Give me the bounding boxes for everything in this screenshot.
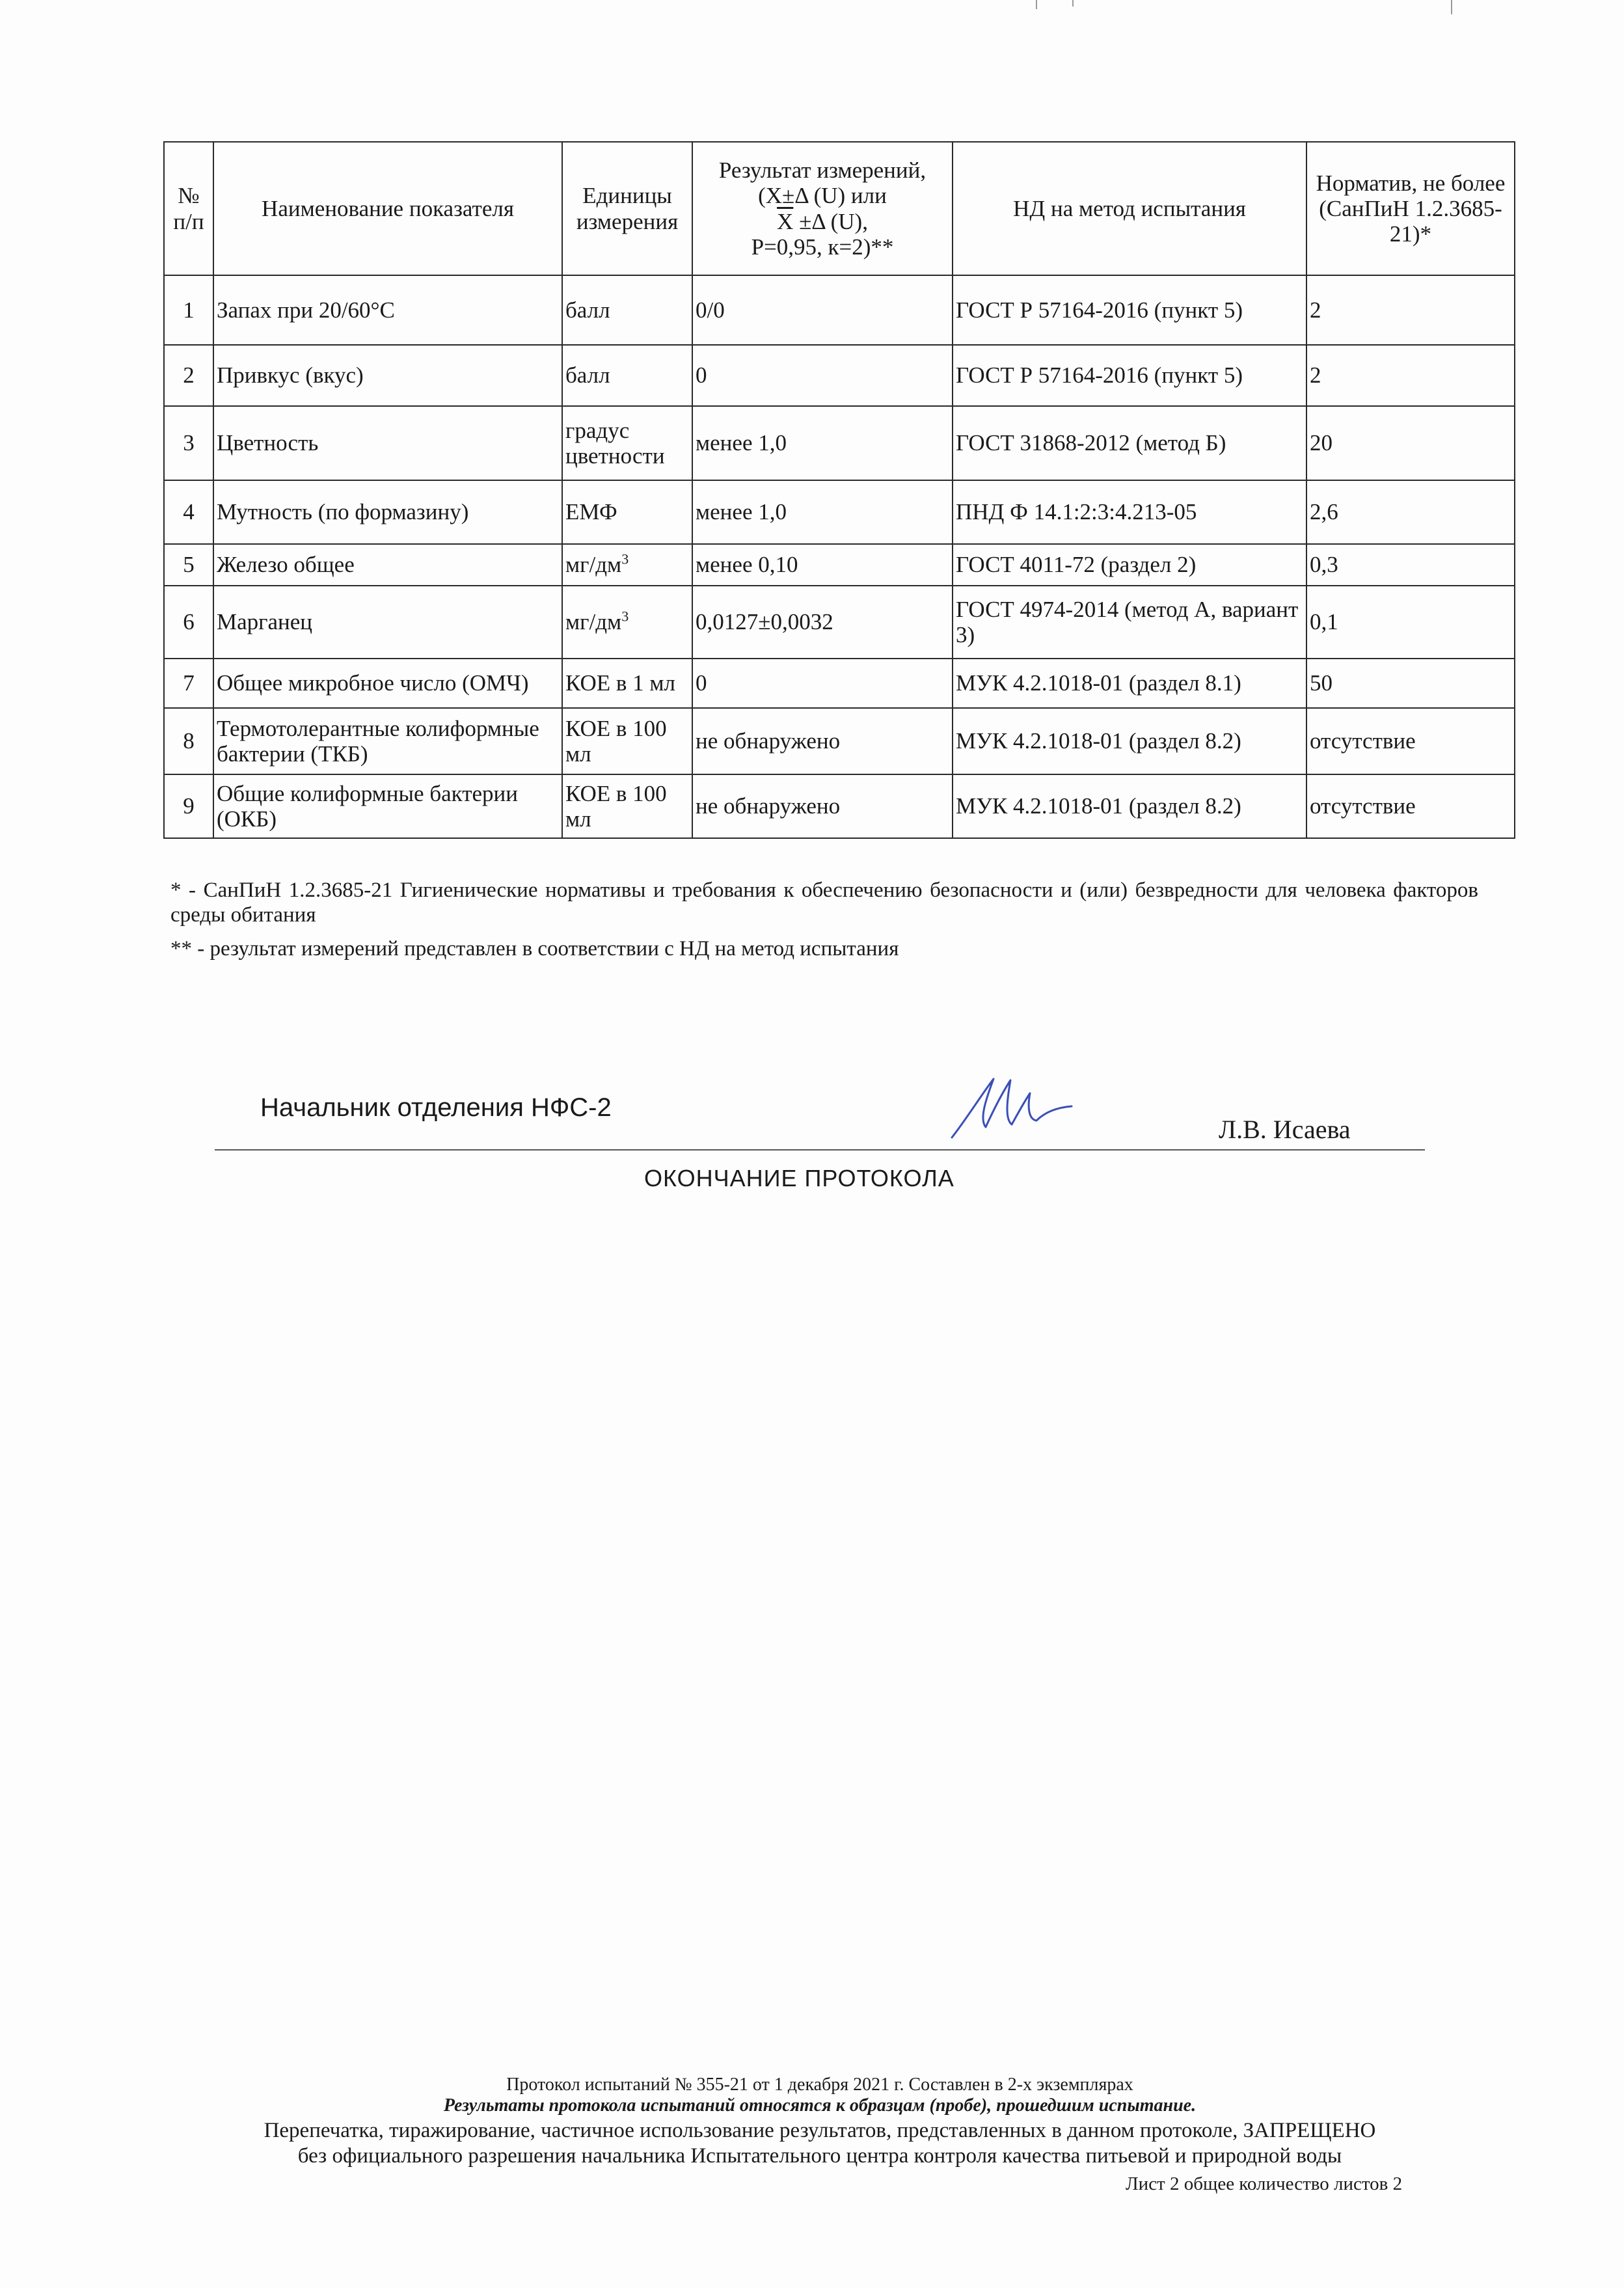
table-row: [164, 544, 1515, 586]
row-units-text: мг/дм: [565, 609, 622, 635]
row-name: Железо общее: [213, 544, 562, 586]
row-method: МУК 4.2.1018-01 (раздел 8.2): [953, 708, 1306, 774]
row-num: 5: [164, 544, 213, 586]
row-units: [562, 345, 692, 406]
table-header-row: [164, 142, 1515, 275]
row-name: Запах при 20/60°С: [213, 275, 562, 345]
row-units: [562, 275, 692, 345]
scan-mark: [1072, 0, 1074, 7]
row-num: 8: [164, 708, 213, 774]
signature-divider: [215, 1149, 1425, 1151]
header-result-line3-rest: ±Δ (U),: [793, 208, 868, 234]
row-result: 0,0127±0,0032: [692, 586, 953, 659]
row-result: 0: [692, 345, 953, 406]
row-num: 9: [164, 774, 213, 838]
row-units-text: КОЕ в 100 мл: [565, 715, 667, 767]
scan-mark: [1036, 0, 1037, 9]
row-units: [562, 586, 692, 659]
signatory-position: Начальник отделения НФС-2: [260, 1093, 612, 1122]
row-name: Общее микробное число (ОМЧ): [213, 659, 562, 708]
table-row: [164, 406, 1515, 480]
row-units: [562, 406, 692, 480]
table-row: [164, 275, 1515, 345]
row-norm: 2: [1306, 345, 1515, 406]
row-units-text: балл: [565, 362, 610, 388]
end-of-protocol-label: ОКОНЧАНИЕ ПРОТОКОЛА: [644, 1165, 954, 1192]
row-norm: 2: [1306, 275, 1515, 345]
row-method: МУК 4.2.1018-01 (раздел 8.2): [953, 774, 1306, 838]
row-result: 0: [692, 659, 953, 708]
row-method: ПНД Ф 14.1:2:3:4.213-05: [953, 480, 1306, 544]
row-name: Общие колиформные бактерии (ОКБ): [213, 774, 562, 838]
row-num: 6: [164, 586, 213, 659]
row-units: [562, 480, 692, 544]
row-method: ГОСТ Р 57164-2016 (пункт 5): [953, 275, 1306, 345]
row-name: Мутность (по формазину): [213, 480, 562, 544]
table-row: [164, 586, 1515, 659]
row-units-text: КОЕ в 1 мл: [565, 670, 676, 696]
row-norm: 20: [1306, 406, 1515, 480]
row-units-text: мг/дм: [565, 552, 622, 578]
header-result-line1: Результат измерений,: [718, 157, 927, 184]
table-row: [164, 774, 1515, 838]
header-units: Единицы измерения: [562, 142, 692, 275]
row-name: Привкус (вкус): [213, 345, 562, 406]
scan-mark: [1451, 0, 1452, 14]
row-units: [562, 659, 692, 708]
signatory-name: Л.В. Исаева: [1219, 1115, 1351, 1144]
row-method: ГОСТ 4974-2014 (метод А, вариант 3): [953, 586, 1306, 659]
footer-permission: без официального разрешения начальника Испытательного центра контроля качества питьевой и природной воды: [297, 2144, 1342, 2168]
footer-sheet-count: Лист 2 общее количество листов 2: [1126, 2173, 1403, 2194]
row-units-sup: 3: [621, 608, 629, 625]
row-units-text: градус цветности: [565, 417, 665, 469]
header-result-xbar: $\overline{X}$: [777, 208, 794, 234]
row-num: 7: [164, 659, 213, 708]
row-result: 0/0: [692, 275, 953, 345]
row-units-sup: 3: [621, 551, 629, 567]
row-norm: 2,6: [1306, 480, 1515, 544]
row-norm: отсутствие: [1306, 774, 1515, 838]
row-num: 1: [164, 275, 213, 345]
header-norm: Норматив, не более (СанПиН 1.2.3685-21)*: [1306, 142, 1515, 275]
row-norm: отсутствие: [1306, 708, 1515, 774]
row-num: 3: [164, 406, 213, 480]
results-table: [163, 141, 1515, 839]
row-method: ГОСТ 4011-72 (раздел 2): [953, 544, 1306, 586]
row-units-text: КОЕ в 100 мл: [565, 780, 667, 832]
header-result-line4: P=0,95, к=2)**: [751, 234, 894, 260]
row-units: [562, 708, 692, 774]
footnote-sanpin: * - СанПиН 1.2.3685-21 Гигиенические нормативы и требования к обеспечению безопасности и (или) безвредности для человека факторов среды обитания: [170, 878, 1478, 927]
row-num: 4: [164, 480, 213, 544]
footer-copy-prohibited: Перепечатка, тиражирование, частичное использование результатов, представленных в данном протоколе, ЗАПРЕЩЕНО: [264, 2119, 1376, 2142]
row-norm: 50: [1306, 659, 1515, 708]
header-result: [692, 142, 953, 275]
table-row: [164, 345, 1515, 406]
row-result: не обнаружено: [692, 708, 953, 774]
header-result-line3: [696, 209, 949, 234]
row-method: ГОСТ 31868-2012 (метод Б): [953, 406, 1306, 480]
header-name: Наименование показателя: [213, 142, 562, 275]
row-units: [562, 544, 692, 586]
row-units-text: балл: [565, 297, 610, 323]
row-result: менее 1,0: [692, 480, 953, 544]
row-num: 2: [164, 345, 213, 406]
table-row: [164, 659, 1515, 708]
row-result: менее 1,0: [692, 406, 953, 480]
footnote-result: ** - результат измерений представлен в соответствии с НД на метод испытания: [170, 937, 899, 960]
row-method: МУК 4.2.1018-01 (раздел 8.1): [953, 659, 1306, 708]
row-result: не обнаружено: [692, 774, 953, 838]
row-result: менее 0,10: [692, 544, 953, 586]
header-num: № п/п: [164, 142, 213, 275]
header-method: НД на метод испытания: [953, 142, 1306, 275]
table-row: [164, 708, 1515, 774]
row-units-text: ЕМФ: [565, 499, 617, 525]
header-result-line2: (X±Δ (U) или: [758, 183, 887, 209]
row-norm: 0,1: [1306, 586, 1515, 659]
handwritten-signature: [947, 1067, 1077, 1145]
table-row: [164, 480, 1515, 544]
footer-protocol-info: Протокол испытаний № 355-21 от 1 декабря 2021 г. Составлен в 2-х экземплярах: [506, 2075, 1133, 2095]
row-name: Цветность: [213, 406, 562, 480]
row-method: ГОСТ Р 57164-2016 (пункт 5): [953, 345, 1306, 406]
row-norm: 0,3: [1306, 544, 1515, 586]
row-name: Марганец: [213, 586, 562, 659]
footer-results-note: Результаты протокола испытаний относятся к образцам (пробе), прошедшим испытание.: [443, 2095, 1197, 2116]
row-units: [562, 774, 692, 838]
row-name: Термотолерантные колиформные бактерии (ТКБ): [213, 708, 562, 774]
